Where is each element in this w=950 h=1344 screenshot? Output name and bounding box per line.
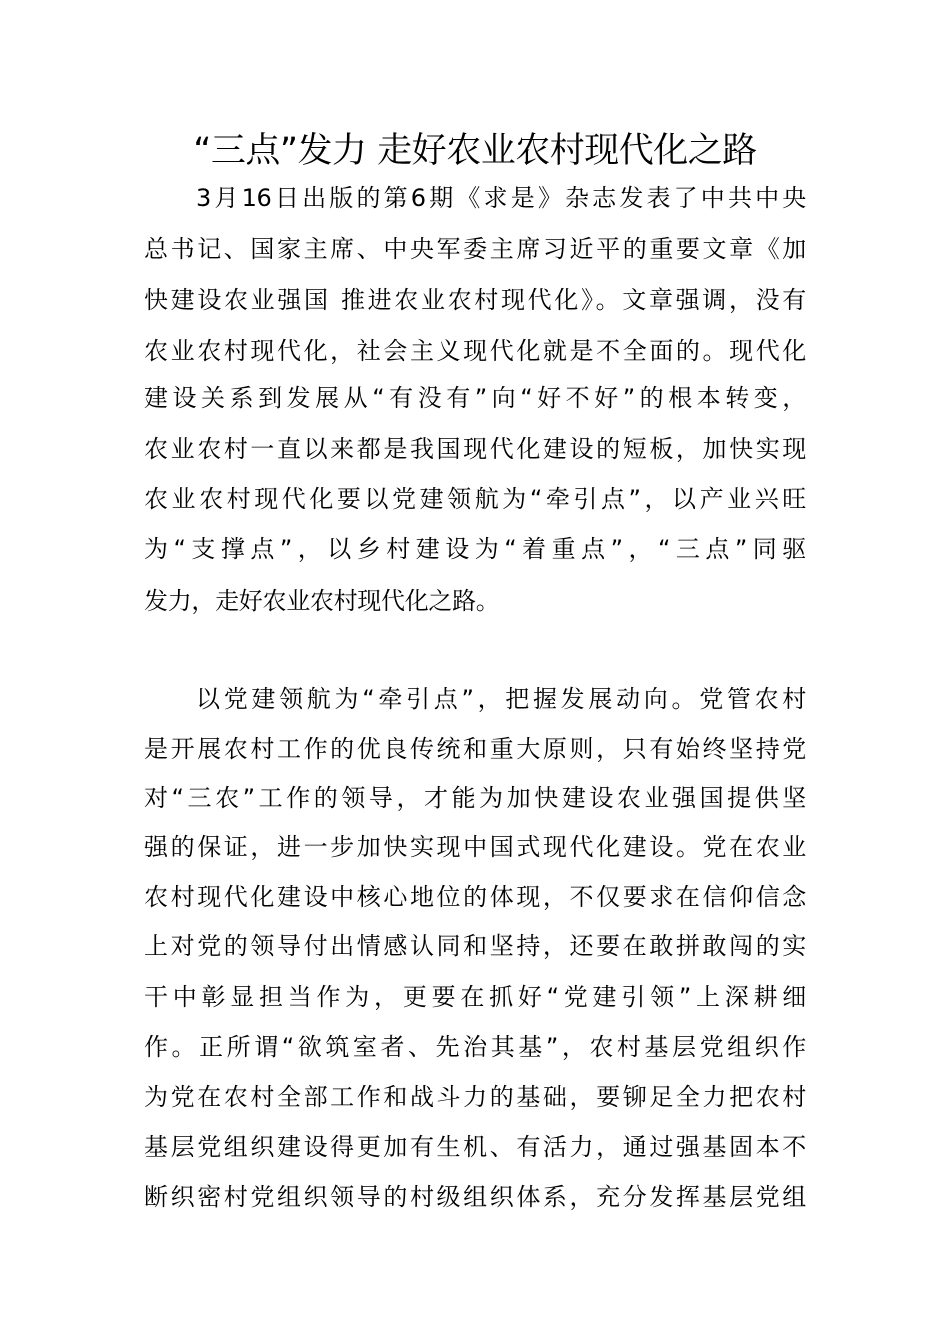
paragraph-line: 上对党的领导付出情感认同和坚持，还要在敢拼敢闯的实 <box>144 932 806 960</box>
paragraph-line: 是开展农村工作的优良传统和重大原则，只有始终坚持党 <box>144 735 806 763</box>
paragraph-line: 农业农村现代化，社会主义现代化就是不全面的。现代化 <box>144 337 806 365</box>
paragraph-line: 发力，走好农业农村现代化之路。 <box>144 587 500 615</box>
paragraph-line: 断织密村党组织领导的村级组织体系，充分发挥基层党组 <box>144 1183 806 1211</box>
paragraph-line: 3月16日出版的第6期《求是》杂志发表了中共中央 <box>196 184 806 212</box>
paragraph-line: 快建设农业强国 推进农业农村现代化》。文章强调，没有 <box>144 286 806 314</box>
paragraph-line: 农业农村现代化要以党建领航为“牵引点”，以产业兴旺 <box>144 485 806 513</box>
paragraph-line: 对“三农”工作的领导，才能为加快建设农业强国提供坚 <box>144 784 806 812</box>
paragraph-line: 干中彰显担当作为，更要在抓好“党建引领”上深耕细 <box>144 983 806 1011</box>
paragraph-line: 建设关系到发展从“有没有”向“好不好”的根本转变， <box>144 384 806 412</box>
paragraph-line: 基层党组织建设得更加有生机、有活力，通过强基固本不 <box>144 1133 806 1161</box>
paragraph-line: 农村现代化建设中核心地位的体现，不仅要求在信仰信念 <box>144 883 806 911</box>
paragraph-line: 农业农村一直以来都是我国现代化建设的短板，加快实现 <box>144 435 806 463</box>
paragraph-line: 总书记、国家主席、中央军委主席习近平的重要文章《加 <box>144 235 806 263</box>
paragraph-line: 为党在农村全部工作和战斗力的基础，要铆足全力把农村 <box>144 1083 806 1111</box>
paragraph-line: 以党建领航为“牵引点”，把握发展动向。党管农村 <box>196 685 806 713</box>
paragraph-line: 为“支撑点”，以乡村建设为“着重点”，“三点”同驱 <box>144 535 806 563</box>
paragraph-line: 作。正所谓“欲筑室者、先治其基”，农村基层党组织作 <box>144 1033 806 1061</box>
document-title: “三点”发力 走好农业农村现代化之路 <box>193 131 757 171</box>
paragraph-line: 强的保证，进一步加快实现中国式现代化建设。党在农业 <box>144 833 806 861</box>
